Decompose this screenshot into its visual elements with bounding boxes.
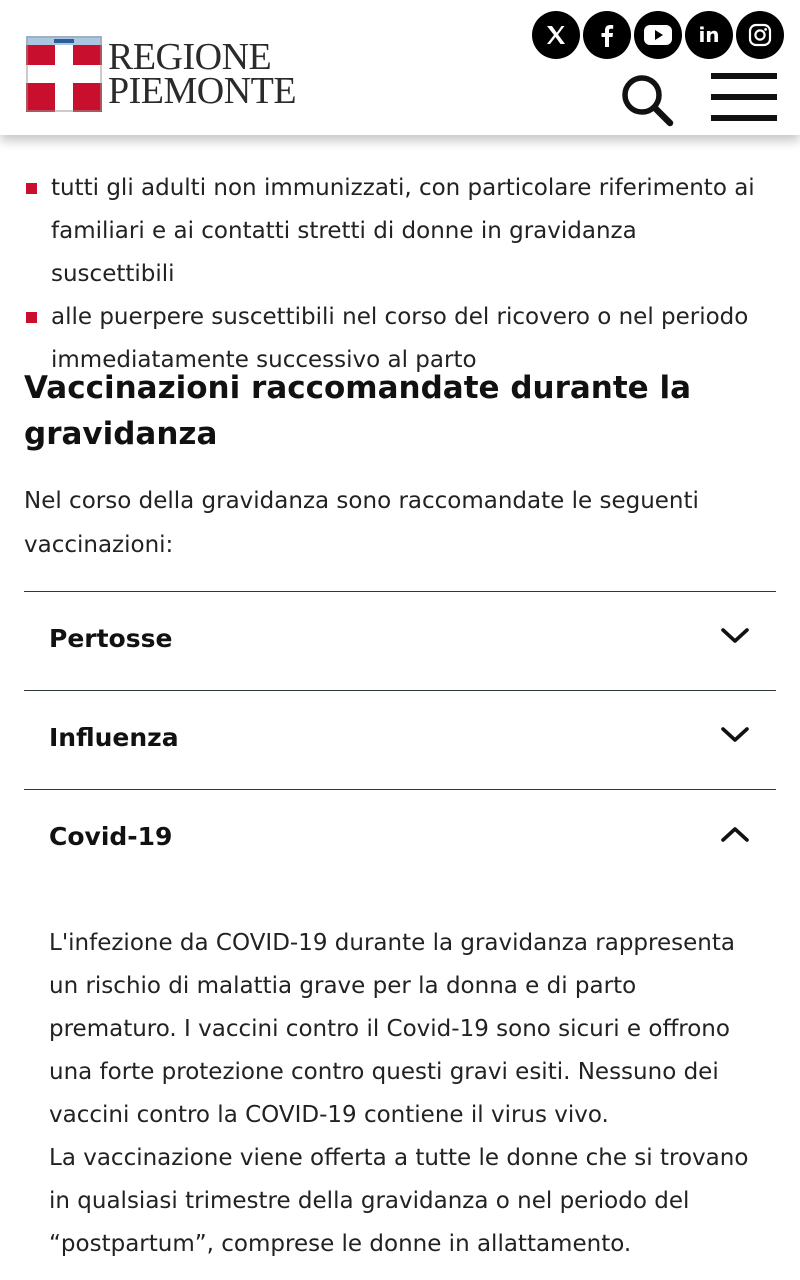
hamburger-menu-icon[interactable]: [711, 73, 777, 121]
linkedin-text: in: [698, 23, 720, 47]
accordion-paragraph: L'infezione da COVID-19 durante la gravidanza rappresenta un rischio di malattia grave per la donna e di parto prematuro. I vaccini contro il Covid-19 sono sicuri e offrono una forte protezione contro questi gravi esiti. Nessuno dei vaccini contro la COVID-19 contiene il virus vivo.: [49, 930, 735, 1128]
accordion-header-covid-19[interactable]: [24, 790, 776, 888]
accordion-label: Influenza: [49, 723, 179, 752]
vaccines-accordion: [24, 591, 776, 1266]
social-links: [532, 11, 784, 59]
list-item: [24, 167, 764, 296]
bullet-marker: [26, 183, 37, 194]
chevron-down-icon: [720, 626, 750, 646]
bullet-list: [24, 167, 764, 382]
logo-wordmark: [108, 36, 297, 112]
accordion-header-influenza[interactable]: [24, 691, 776, 789]
x-icon[interactable]: [532, 11, 580, 59]
site-header: [0, 0, 800, 135]
accordion-label: Covid-19: [49, 822, 173, 851]
linkedin-icon[interactable]: [685, 11, 733, 59]
accordion-item-pertosse: [24, 591, 776, 690]
logo-line-1: REGIONE: [108, 36, 272, 78]
accordion-body-covid-19: [24, 888, 776, 1266]
menu-bar-middle: [711, 94, 777, 100]
chevron-down-icon: [720, 725, 750, 745]
logo-line-2: PIEMONTE: [108, 70, 297, 112]
accordion-header-pertosse[interactable]: [24, 592, 776, 690]
search-icon[interactable]: [619, 72, 675, 128]
chevron-up-icon: [720, 824, 750, 844]
accordion-item-influenza: [24, 690, 776, 789]
list-item-text: alle puerpere suscettibili nel corso del ricovero o nel periodo immediatamente successivo al parto: [51, 304, 749, 373]
facebook-icon[interactable]: [583, 11, 631, 59]
instagram-icon[interactable]: [736, 11, 784, 59]
accordion-paragraph: La vaccinazione viene offerta a tutte le donne che si trovano in qualsiasi trimestre della gravidanza o nel periodo del “postpartum”, comprese le donne in allattamento.: [49, 1145, 749, 1257]
menu-bar-bottom: [711, 115, 777, 121]
regione-piemonte-shield-icon: [26, 36, 102, 112]
regione-piemonte-logo[interactable]: [26, 36, 296, 112]
bullet-marker: [26, 312, 37, 323]
intro-paragraph: Nel corso della gravidanza sono raccomandate le seguenti vaccinazioni:: [24, 488, 699, 558]
accordion-label: Pertosse: [49, 624, 173, 653]
youtube-icon[interactable]: [634, 11, 682, 59]
list-item-text: tutti gli adulti non immunizzati, con particolare riferimento ai familiari e ai contatti stretti di donne in gravidanza suscettibili: [51, 175, 755, 287]
accordion-item-covid-19: [24, 789, 776, 1266]
menu-bar-top: [711, 73, 777, 79]
section-title: Vaccinazioni raccomandate durante la gravidanza: [24, 370, 692, 452]
